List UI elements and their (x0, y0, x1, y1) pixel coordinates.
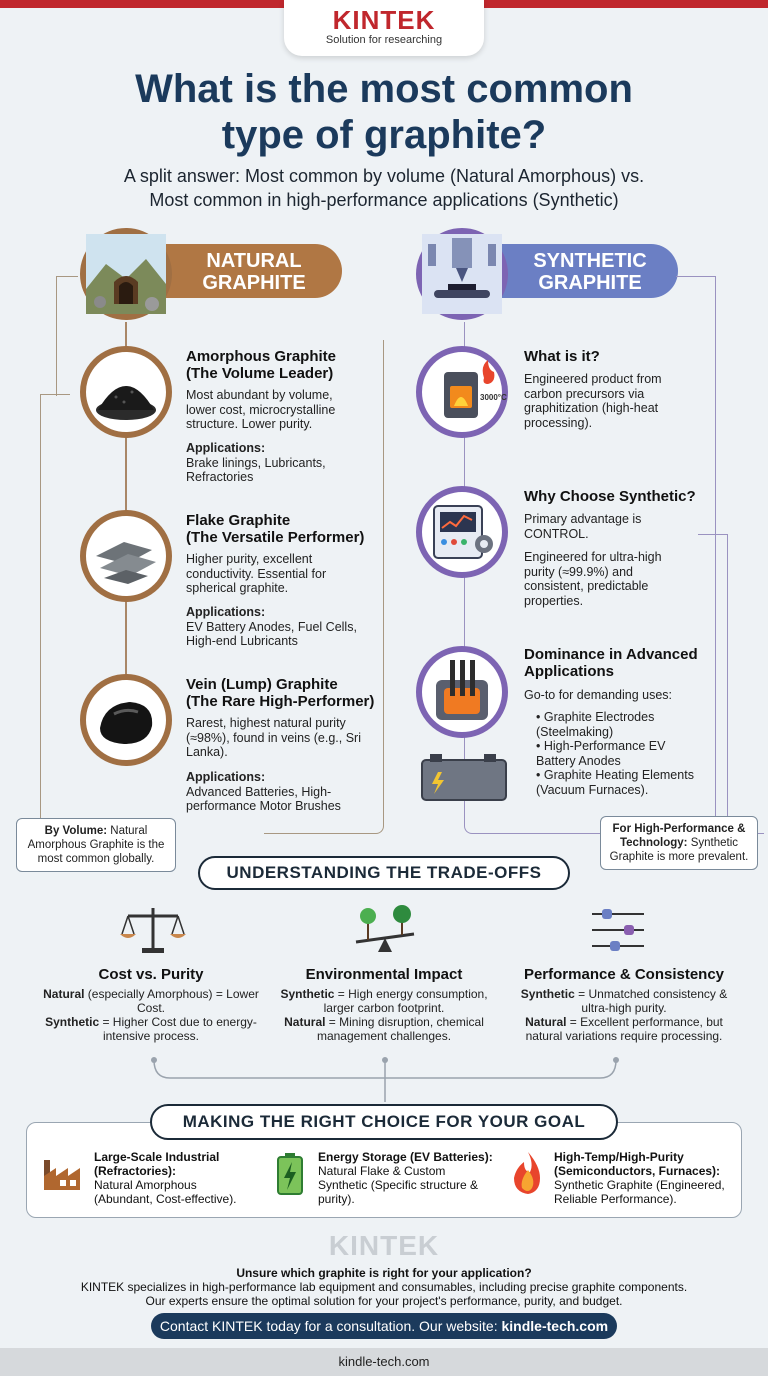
vein-title: Vein (Lump) Graphite (The Rare High-Performer) (186, 676, 375, 710)
factory-icon (40, 1154, 84, 1199)
flake-desc: Higher purity, excellent conductivity. Essential for spherical graphite. (186, 552, 327, 595)
dominance-bullet: • Graphite Heating Elements (Vacuum Furnaces). (536, 768, 694, 797)
tradeoff-title: Environmental Impact (305, 966, 463, 983)
dominance-list (526, 710, 696, 797)
vein-apps: Applications: Advanced Batteries, High-performance Motor Brushes (186, 770, 341, 813)
tradeoff-desc: Synthetic = High energy consumption, larger carbon footprint. (280, 987, 488, 1015)
tradeoff-title: Cost vs. Purity (98, 966, 204, 983)
amorphous-desc: Most abundant by volume, lower cost, microcrystalline structure. Lower purity. (186, 388, 336, 431)
flame-icon (510, 1150, 546, 1201)
synthetic-note-connector (698, 534, 728, 816)
page-title: What is the most common type of graphite? (135, 67, 633, 157)
brand-tagline: Solution for researching (325, 34, 443, 46)
tradeoff-desc: Synthetic = Unmatched consistency & ultra-high purity. (520, 987, 728, 1015)
vein-graphite-icon (80, 674, 172, 766)
flake-apps: Applications: EV Battery Anodes, Fuel Cells, High-end Lubricants (186, 605, 357, 648)
flake-graphite-icon (80, 510, 172, 602)
amorphous-apps: Applications: Brake linings, Lubricants, Refractories (186, 441, 326, 484)
footer-url-bar (0, 1348, 768, 1376)
brand-logo[interactable] (284, 0, 484, 56)
tradeoff-environmental (269, 966, 499, 1043)
svg-text:3000°C: 3000°C (480, 393, 507, 402)
natural-right-bracket (264, 340, 384, 834)
dominance-title: Dominance in Advanced Applications (524, 646, 698, 680)
why-synthetic-desc2: Engineered for ultra-high purity (≈99.9%) and consistent, predictable properties. (524, 550, 662, 608)
footer-url[interactable]: kindle-tech.com (338, 1354, 430, 1369)
what-is-it-desc: Engineered product from carbon precursors via graphitization (high-heat processing). (524, 372, 662, 430)
tradeoff-cost-purity (36, 966, 266, 1043)
contact-cta-button[interactable]: Contact KINTEK today for a consultation. Our website: kindle-tech.com (151, 1313, 617, 1339)
tradeoffs-connector (150, 1056, 620, 1111)
battery-bolt-icon (276, 1152, 304, 1201)
natural-connector (56, 276, 78, 277)
why-synthetic-desc: Primary advantage is CONTROL. (524, 512, 642, 541)
amorphous-title: Amorphous Graphite (The Volume Leader) (186, 348, 337, 382)
synthetic-performance-note: For High-Performance & Technology: Synthetic Graphite is more prevalent. (600, 816, 758, 870)
footer-brand: KINTEK (328, 1230, 440, 1261)
trees-seesaw-icon (350, 902, 420, 961)
choice-industrial: Large-Scale Industrial (Refractories): Natural Amorphous (Abundant, Cost-effective). (94, 1150, 237, 1206)
choice-heading: MAKING THE RIGHT CHOICE FOR YOUR GOAL (150, 1104, 618, 1140)
natural-volume-note: By Volume: Natural Amorphous Graphite is the most common globally. (16, 818, 176, 872)
natural-left-bracket (40, 394, 70, 818)
amorphous-graphite-icon (80, 346, 172, 438)
choice-energy-storage: Energy Storage (EV Batteries): Natural Flake & Custom Synthetic (Specific structure & purity). (318, 1150, 493, 1206)
synthetic-graphite-label: SYNTHETIC GRAPHITE (466, 244, 678, 298)
natural-connector-vert (56, 276, 57, 396)
website-link[interactable]: kindle-tech.com (501, 1318, 609, 1334)
vein-desc: Rarest, highest natural purity (≈98%), found in veins (e.g., Sri Lanka). (186, 716, 361, 759)
dominance-bullet: • Graphite Electrodes (Steelmaking) (536, 710, 655, 739)
control-panel-icon (416, 486, 508, 578)
sliders-icon (588, 904, 648, 961)
tradeoff-title: Performance & Consistency (523, 966, 725, 983)
tradeoff-desc: Synthetic = Higher Cost due to energy-intensive process. (45, 1015, 257, 1043)
why-synthetic-title: Why Choose Synthetic? (524, 488, 696, 505)
brand-name: KINTEK (332, 5, 436, 35)
manufacturing-machine-icon (416, 228, 508, 320)
page-subtitle: A split answer: Most common by volume (Natural Amorphous) vs. Most common in high-performance applications (Synthetic) (123, 166, 645, 210)
tradeoff-performance (506, 966, 742, 1043)
footer-message: Unsure which graphite is right for your application? KINTEK specializes in high-performance lab equipment and consumables, including precise graphite components. Our experts ensure the optimal solution for your project's performance, purity, and budget. (80, 1266, 688, 1308)
tradeoffs-heading: UNDERSTANDING THE TRADE-OFFS (198, 856, 570, 890)
choice-high-temp: High-Temp/High-Purity (Semiconductors, Furnaces): Synthetic Graphite (Engineered, Reliable Performance). (554, 1150, 725, 1206)
scales-icon (118, 904, 188, 961)
battery-icon (420, 750, 510, 809)
dominance-desc: Go-to for demanding uses: (524, 688, 672, 702)
furnace-icon (416, 346, 508, 438)
tradeoff-desc: Natural (especially Amorphous) = Lower Cost. (43, 987, 259, 1015)
mine-icon (80, 228, 172, 320)
tradeoff-desc: Natural = Excellent performance, but natural variations require processing. (525, 1015, 723, 1043)
tradeoff-desc: Natural = Mining disruption, chemical management challenges. (284, 1015, 484, 1043)
dominance-bullet: • High-Performance EV Battery Anodes (536, 739, 666, 768)
electrode-furnace-icon (416, 646, 508, 738)
natural-graphite-label: NATURAL GRAPHITE (130, 244, 342, 298)
flake-title: Flake Graphite (The Versatile Performer) (186, 512, 365, 546)
what-is-it-title: What is it? (524, 348, 600, 365)
